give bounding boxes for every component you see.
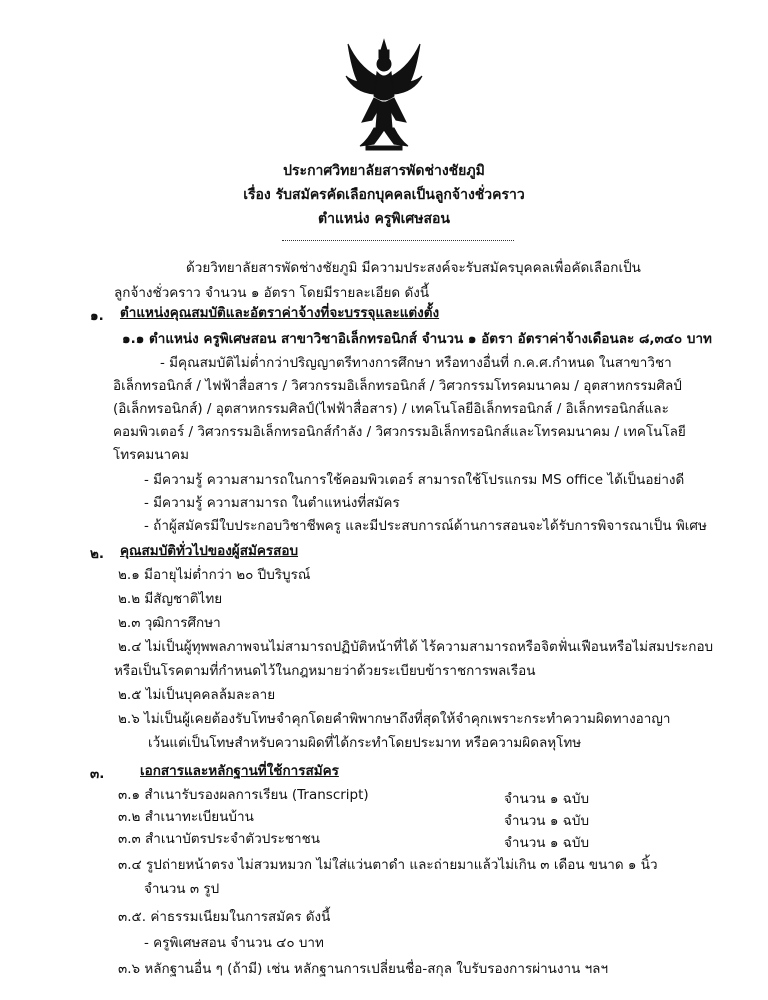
requirement-bullet: - ถ้าผู้สมัครมีใบประกอบวิชาชีพครู และมีประสบการณ์ด้านการสอนจะได้รับการพิจารณาเป็น พิเศษ	[144, 518, 707, 534]
header-divider	[282, 240, 514, 241]
announcement-position: ตำแหน่ง ครูพิเศษสอน	[317, 211, 451, 227]
qualification-line: โทรคมนาคม	[113, 447, 190, 463]
qualification-item: ๒.๔ ไม่เป็นผู้ทุพพลภาพจนไม่สามารถปฏิบัติหน้าที่ได้ ไร้ความสามารถหรือจิตฟั่นเฟือนหรือไม่สมประกอบ	[118, 639, 714, 655]
document-quantity: จำนวน ๑ ฉบับ	[504, 791, 590, 807]
document-item: ๓.๒ สำเนาทะเบียนบ้าน	[118, 809, 254, 825]
requirement-bullet: - มีความรู้ ความสามารถ ในตำแหน่งที่สมัคร	[144, 495, 400, 511]
section-number: ๒.	[90, 546, 105, 562]
document-item: ๓.๑ สำเนารับรองผลการเรียน (Transcript)	[118, 787, 369, 803]
qualification-item: ๒.๑ มีอายุไม่ต่ำกว่า ๒๐ ปีบริบูรณ์	[118, 567, 311, 583]
position-line: ๑.๑ ตำแหน่ง ครูพิเศษสอน สาขาวิชาอิเล็กทรอนิกส์ จำนวน ๑ อัตรา อัตราค่าจ้างเดือนละ ๘,๓๔๐ บาท	[122, 331, 712, 347]
document-item: ๓.๖ หลักฐานอื่น ๆ (ถ้ามี) เช่น หลักฐานการเปลี่ยนชื่อ-สกุล ใบรับรองการผ่านงาน ฯลฯ	[118, 961, 609, 977]
section-number: ๑.	[90, 308, 104, 324]
qualification-item: ๒.๖ ไม่เป็นผู้เคยต้องรับโทษจำคุกโดยคำพิพากษาถึงที่สุดให้จำคุกเพราะกระทำความผิดทางอาญา	[118, 711, 671, 727]
fee-heading: ๓.๕. ค่าธรรมเนียมในการสมัคร ดังนี้	[118, 909, 331, 925]
section-title: ตำแหน่งคุณสมบัติและอัตราค่าจ้างที่จะบรรจุและแต่งตั้ง	[120, 305, 440, 321]
qualification-item: หรือเป็นโรคตามที่กำหนดไว้ในกฎหมายว่าด้วยระเบียบข้าราชการพลเรือน	[114, 663, 536, 679]
document-quantity: จำนวน ๑ ฉบับ	[504, 835, 590, 851]
fee-item: - ครูพิเศษสอน จำนวน ๔๐ บาท	[144, 935, 324, 951]
qualification-item: ๒.๓ วุฒิการศึกษา	[118, 615, 221, 631]
document-item: ๓.๔ รูปถ่ายหน้าตรง ไม่สวมหมวก ไม่ใส่แว่นตาดำ และถ่ายมาแล้วไม่เกิน ๓ เดือน ขนาด ๑ นิ้ว	[118, 857, 658, 873]
section-number: ๓.	[90, 766, 105, 782]
qualification-line: - มีคุณสมบัติไม่ต่ำกว่าปริญญาตรีทางการศึกษา หรือทางอื่นที่ ก.ค.ศ.กำหนด ในสาขาวิชา	[160, 355, 672, 371]
announcement-subject: เรื่อง รับสมัครคัดเลือกบุคคลเป็นลูกจ้างชั่วคราว	[243, 187, 525, 203]
intro-line: ด้วยวิทยาลัยสารพัดช่างชัยภูมิ มีความประสงค์จะรับสมัครบุคคลเพื่อคัดเลือกเป็น	[186, 260, 641, 276]
qualification-item: ๒.๒ มีสัญชาติไทย	[118, 591, 223, 607]
document-item: ๓.๓ สำเนาบัตรประจำตัวประชาชน	[118, 831, 320, 847]
qualification-item: เว้นแต่เป็นโทษสำหรับความผิดที่ได้กระทำโดยประมาท หรือความผิดลหุโทษ	[148, 735, 582, 751]
qualification-line: อิเล็กทรอนิกส์ / ไฟฟ้าสื่อสาร / วิศวกรรมอิเล็กทรอนิกส์ / วิศวกรรมโทรคมนาคม / อุตสาหกรรมศิลป์	[113, 378, 682, 394]
qualification-line: (อิเล็กทรอนิกส์) / อุตสาหกรรมศิลป์(ไฟฟ้าสื่อสาร) / เทคโนโลยีอิเล็กทรอนิกส์ / อิเล็กทรอนิกส์และ	[113, 401, 669, 417]
requirement-bullet: - มีความรู้ ความสามารถในการใช้คอมพิวเตอร์ สามารถใช้โปรแกรม MS office ได้เป็นอย่างดี	[144, 472, 685, 488]
document-item: จำนวน ๓ รูป	[144, 881, 220, 897]
garuda-emblem-icon	[344, 36, 424, 154]
qualification-item: ๒.๕ ไม่เป็นบุคคลล้มละลาย	[118, 687, 276, 703]
intro-line: ลูกจ้างชั่วคราว จำนวน ๑ อัตรา โดยมีรายละเอียด ดังนี้	[114, 285, 430, 301]
qualification-line: คอมพิวเตอร์ / วิศวกรรมอิเล็กทรอนิกส์กำลัง / วิศวกรรมอิเล็กทรอนิกส์และโทรคมนาคม / เทคโนโลยี	[113, 424, 686, 440]
announcement-title: ประกาศวิทยาลัยสารพัดช่างชัยภูมิ	[283, 163, 485, 179]
section-title: คุณสมบัติทั่วไปของผู้สมัครสอบ	[120, 543, 299, 559]
section-title: เอกสารและหลักฐานที่ใช้การสมัคร	[140, 763, 339, 779]
document-quantity: จำนวน ๑ ฉบับ	[504, 813, 590, 829]
